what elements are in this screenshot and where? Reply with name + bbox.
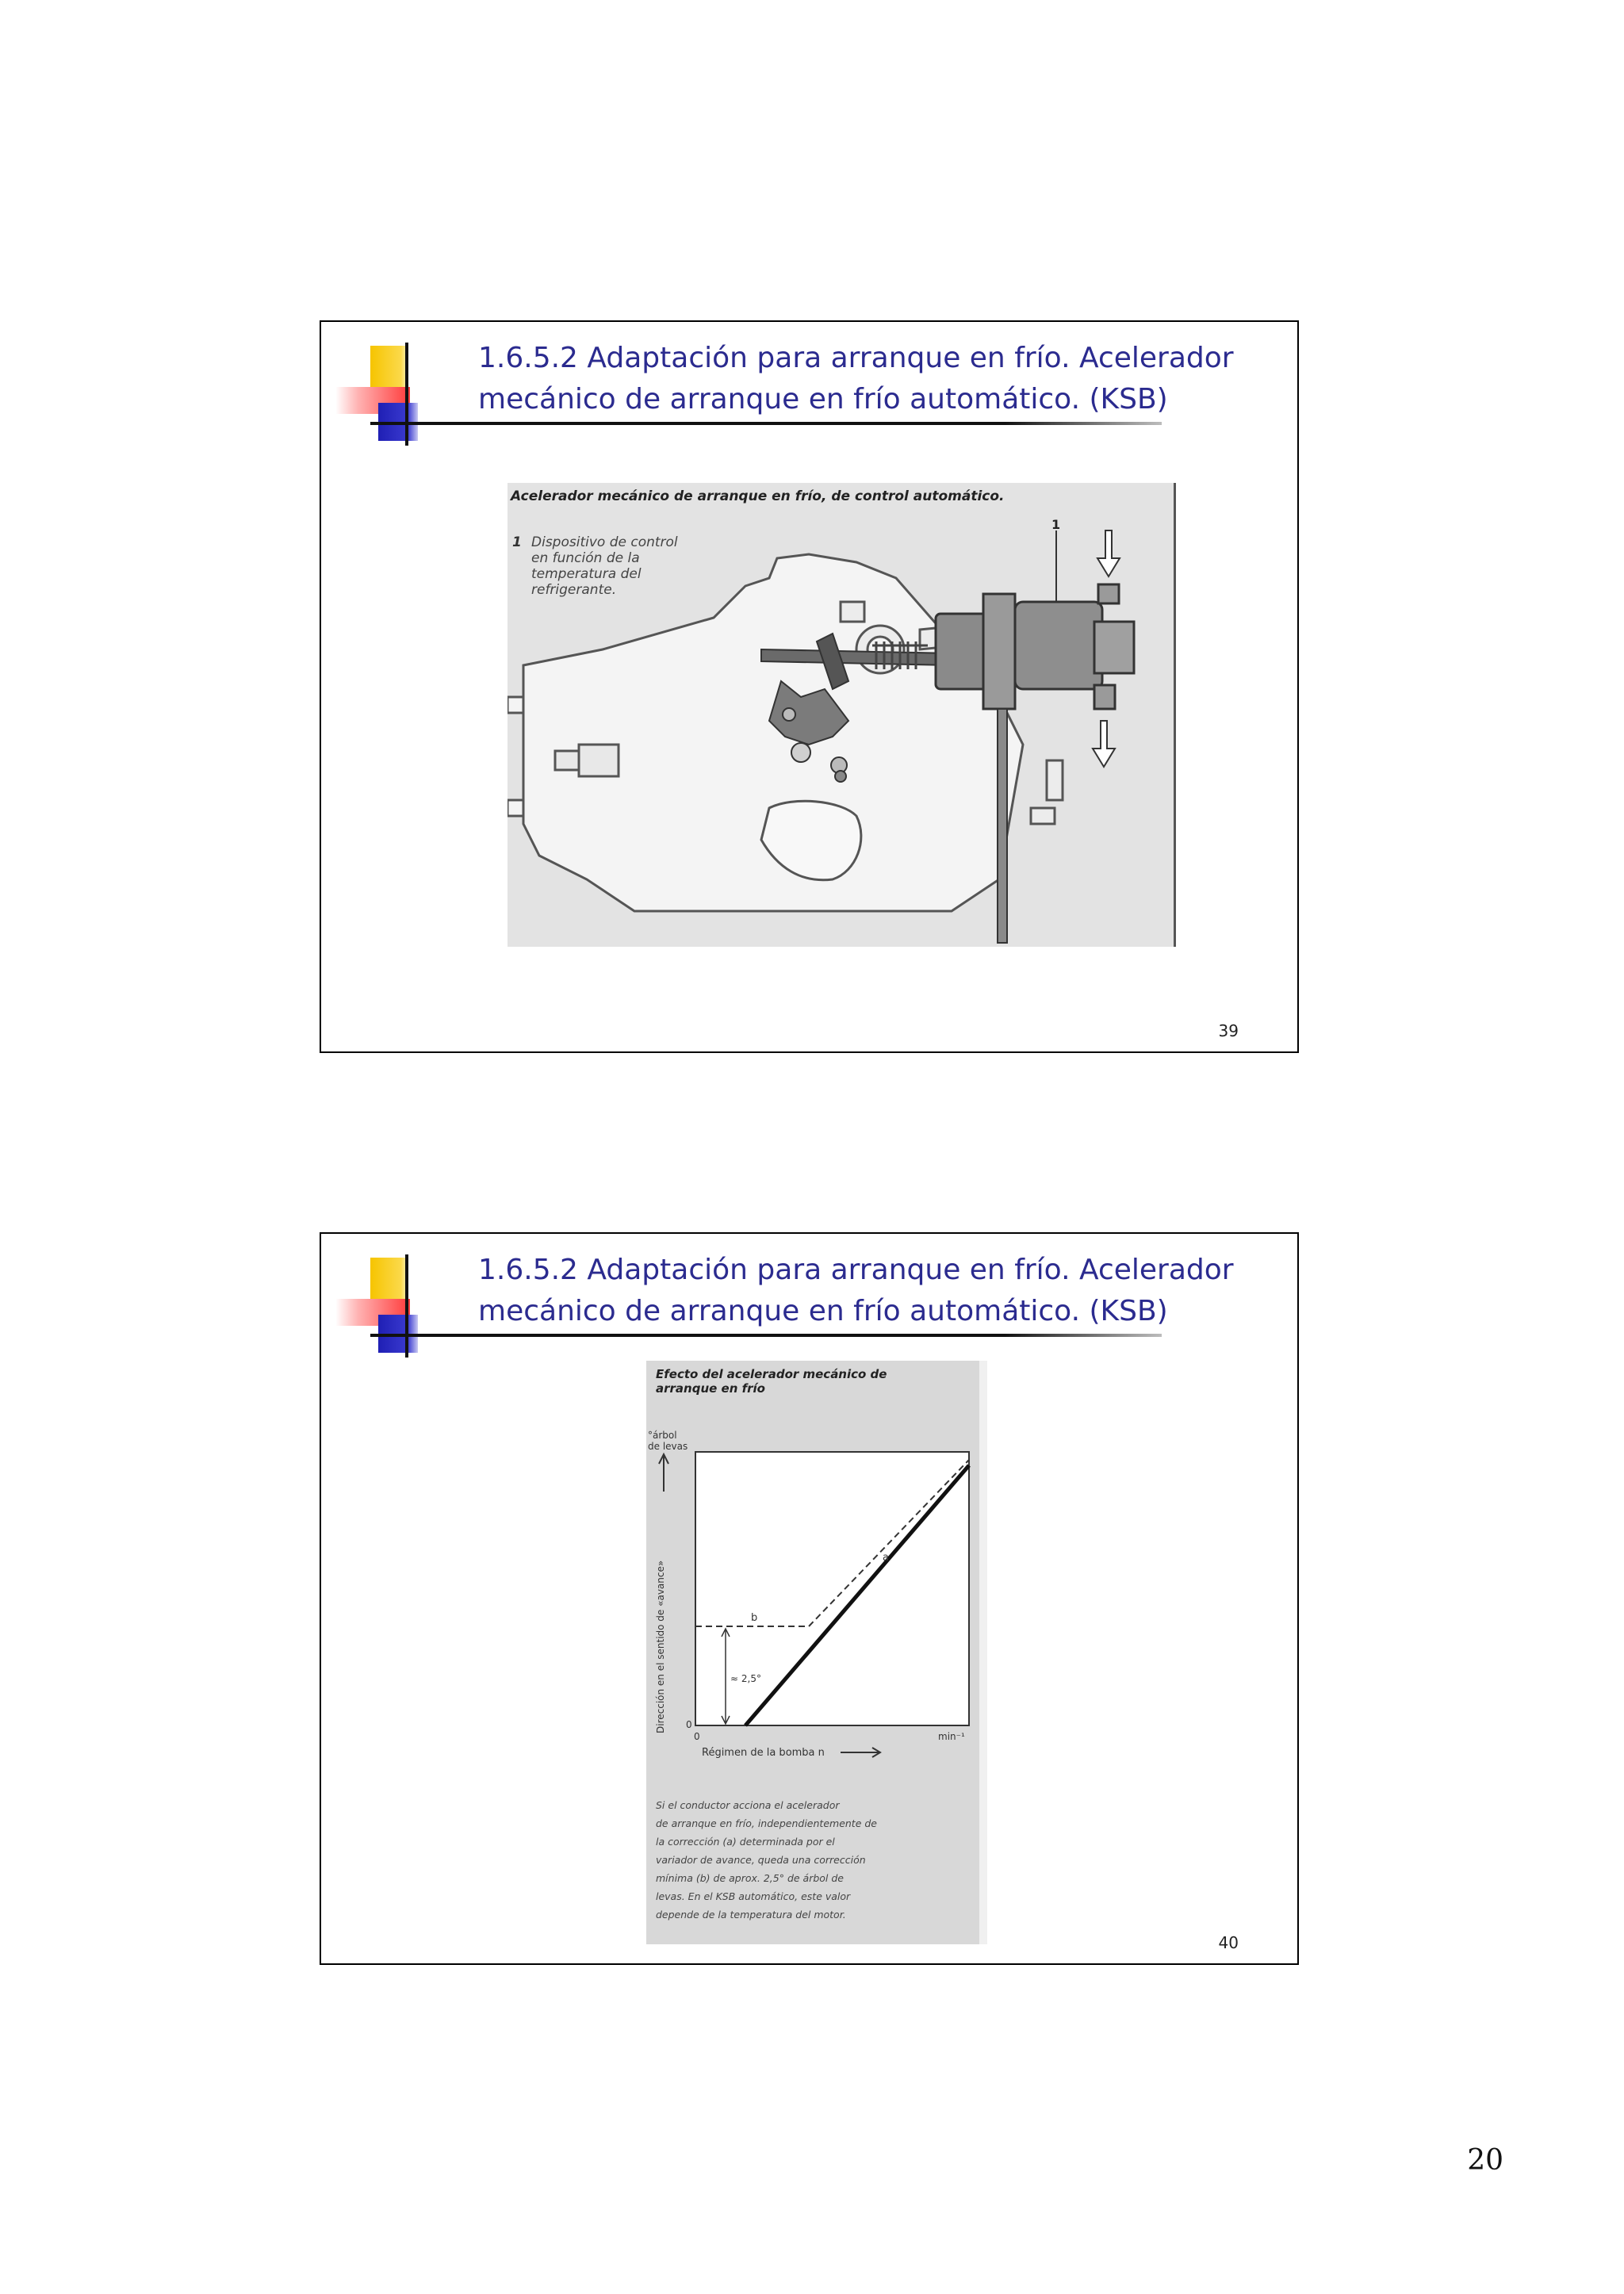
slide-title: 1.6.5.2 Adaptación para arranque en frío. Acelerador mecánico de arranque en frío automático. (KSB) xyxy=(478,1254,1234,1327)
legend-line: temperatura del xyxy=(531,566,642,582)
figure-body-line: mínima (b) de aprox. 2,5° de árbol de xyxy=(656,1872,844,1884)
y-axis-unit: °árbol xyxy=(648,1430,677,1441)
title-underline xyxy=(448,1334,1162,1337)
figure-body-line: levas. En el KSB automático, este valor xyxy=(656,1890,851,1902)
title-underline xyxy=(448,422,1162,425)
slide-39 xyxy=(320,320,1299,1053)
y-axis-label: Dirección en el sentido de «avance» xyxy=(655,1560,666,1733)
x-zero: 0 xyxy=(694,1731,700,1742)
legend-number: 1 xyxy=(512,534,522,550)
y-zero: 0 xyxy=(686,1719,692,1730)
legend-line: refrigerante. xyxy=(531,582,617,598)
slide-title: 1.6.5.2 Adaptación para arranque en frío. Acelerador mecánico de arranque en frío automático. (KSB) xyxy=(478,342,1234,416)
series-b-label: b xyxy=(751,1612,758,1624)
figure-body-line: Si el conductor acciona el acelerador xyxy=(656,1799,840,1811)
slide-number: 40 xyxy=(1218,1933,1239,1952)
slide-logo-icon xyxy=(329,1258,456,1369)
figure-body-line: depende de la temperatura del motor. xyxy=(656,1909,846,1921)
cold-start-effect-figure xyxy=(646,1361,987,1944)
page-number: 20 xyxy=(1467,2144,1503,2177)
figure-caption: Acelerador mecánico de arranque en frío, de control automático. xyxy=(511,488,1005,504)
figure-body-line: de arranque en frío, independientemente de xyxy=(656,1817,877,1829)
x-axis-unit: min⁻¹ xyxy=(938,1731,965,1742)
figure-callout: 1 xyxy=(1051,517,1061,532)
cold-start-accelerator-figure xyxy=(508,483,1183,947)
y-axis-unit: de levas xyxy=(648,1441,688,1452)
figure-caption: Efecto del acelerador mecánico de xyxy=(656,1367,887,1381)
plot-area xyxy=(695,1452,969,1725)
slide-40 xyxy=(320,1232,1299,1965)
angle-label: ≈ 2,5° xyxy=(730,1673,761,1684)
legend-line: en función de la xyxy=(531,550,640,566)
figure-body-line: variador de avance, queda una corrección xyxy=(656,1854,866,1866)
x-axis-label: Régimen de la bomba n xyxy=(702,1747,825,1759)
slide-logo-icon xyxy=(329,346,456,457)
figure-body-line: la corrección (a) determinada por el xyxy=(656,1836,835,1848)
series-a-label: a xyxy=(883,1552,889,1564)
figure-caption: arranque en frío xyxy=(656,1381,765,1396)
slide-number: 39 xyxy=(1218,1021,1239,1040)
legend-line: Dispositivo de control xyxy=(531,534,678,550)
